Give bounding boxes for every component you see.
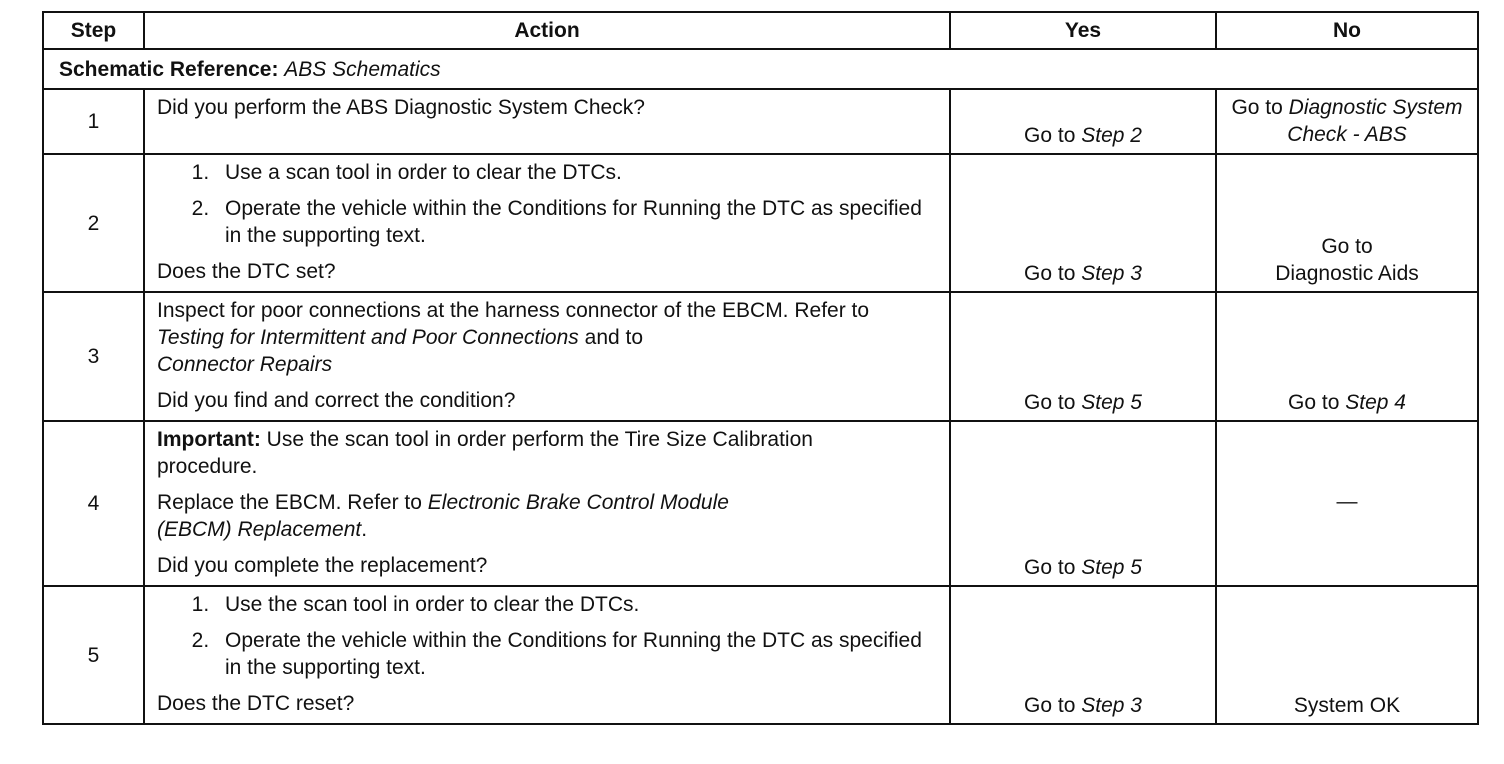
schematic-reference <box>43 49 1478 89</box>
header-step: Step <box>43 12 144 49</box>
yes-cell: Go to Step 2 <box>950 89 1216 154</box>
diagnostic-table <box>42 11 1479 725</box>
action-cell <box>144 586 950 724</box>
replace-text: Replace the EBCM. Refer to Electronic Brake Control Module (EBCM) Replacement. <box>157 491 729 541</box>
no-link[interactable]: Step 4 <box>1345 391 1406 414</box>
no-goto: Go to <box>1321 235 1373 258</box>
step-number: 4 <box>43 421 144 586</box>
question: Does the DTC set? <box>157 260 336 283</box>
important-label: Important: <box>157 428 261 451</box>
no-dash: — <box>1336 490 1358 513</box>
instruction-list <box>157 159 937 249</box>
yes-link[interactable]: Step 5 <box>1081 556 1142 579</box>
step-number: 2 <box>43 154 144 292</box>
table-row <box>43 421 1478 586</box>
header-yes: Yes <box>950 12 1216 49</box>
yes-cell: Go to Step 3 <box>950 586 1216 724</box>
no-link[interactable]: Diagnostic System Check - ABS <box>1287 96 1463 146</box>
step-number: 1 <box>43 89 144 154</box>
no-cell: Go to Diagnostic System Check - ABS <box>1216 89 1478 154</box>
ebcm-replacement-link[interactable]: Electronic Brake Control Module (EBCM) Replacement <box>157 491 729 541</box>
table-row <box>43 292 1478 421</box>
question: Does the DTC reset? <box>157 692 355 715</box>
list-item: 1. Use a scan tool in order to clear the DTCs. <box>215 159 937 186</box>
no-cell: Go to Step 4 <box>1216 292 1478 421</box>
step-number: 5 <box>43 586 144 724</box>
no-link[interactable]: Diagnostic Aids <box>1275 262 1419 285</box>
yes-cell: Go to Step 5 <box>950 421 1216 586</box>
instruction-list <box>157 591 937 681</box>
intermittent-link[interactable]: Testing for Intermittent and Poor Connections <box>157 326 579 349</box>
no-cell <box>1216 154 1478 292</box>
step-number: 3 <box>43 292 144 421</box>
action-cell <box>144 292 950 421</box>
action-cell <box>144 154 950 292</box>
list-item: 2. Operate the vehicle within the Conditions for Running the DTC as specified in the supporting text. <box>215 627 937 681</box>
no-result: System OK <box>1293 694 1401 717</box>
yes-link[interactable]: Step 3 <box>1081 694 1142 717</box>
table-row <box>43 586 1478 724</box>
question: Did you complete the replacement? <box>157 554 488 577</box>
yes-cell: Go to Step 3 <box>950 154 1216 292</box>
question: Did you find and correct the condition? <box>157 389 516 412</box>
list-item: 1. Use the scan tool in order to clear the DTCs. <box>215 591 937 618</box>
header-action: Action <box>144 12 950 49</box>
schematic-row <box>43 49 1478 89</box>
important-note: Important: Use the scan tool in order perform the Tire Size Calibration procedure. <box>157 428 813 478</box>
schematic-label: Schematic Reference: <box>59 57 279 81</box>
connector-repairs-link[interactable]: Connector Repairs <box>157 353 333 376</box>
table-row <box>43 154 1478 292</box>
header-no: No <box>1216 12 1478 49</box>
action-cell <box>144 89 950 154</box>
yes-link[interactable]: Step 2 <box>1081 124 1142 147</box>
table-row <box>43 89 1478 154</box>
inspect-text: Inspect for poor connections at the harness connector of the EBCM. Refer to Testing for Intermittent and Poor Connections and to Connector Repairs <box>157 299 870 376</box>
yes-link[interactable]: Step 3 <box>1081 262 1142 285</box>
list-item: 2. Operate the vehicle within the Conditions for Running the DTC as specified in the supporting text. <box>215 195 937 249</box>
yes-cell: Go to Step 5 <box>950 292 1216 421</box>
schematic-link[interactable]: ABS Schematics <box>284 57 441 81</box>
header-row <box>43 12 1478 49</box>
yes-link[interactable]: Step 5 <box>1081 391 1142 414</box>
action-cell <box>144 421 950 586</box>
no-cell <box>1216 421 1478 586</box>
question: Did you perform the ABS Diagnostic System Check? <box>157 96 645 119</box>
no-cell <box>1216 586 1478 724</box>
